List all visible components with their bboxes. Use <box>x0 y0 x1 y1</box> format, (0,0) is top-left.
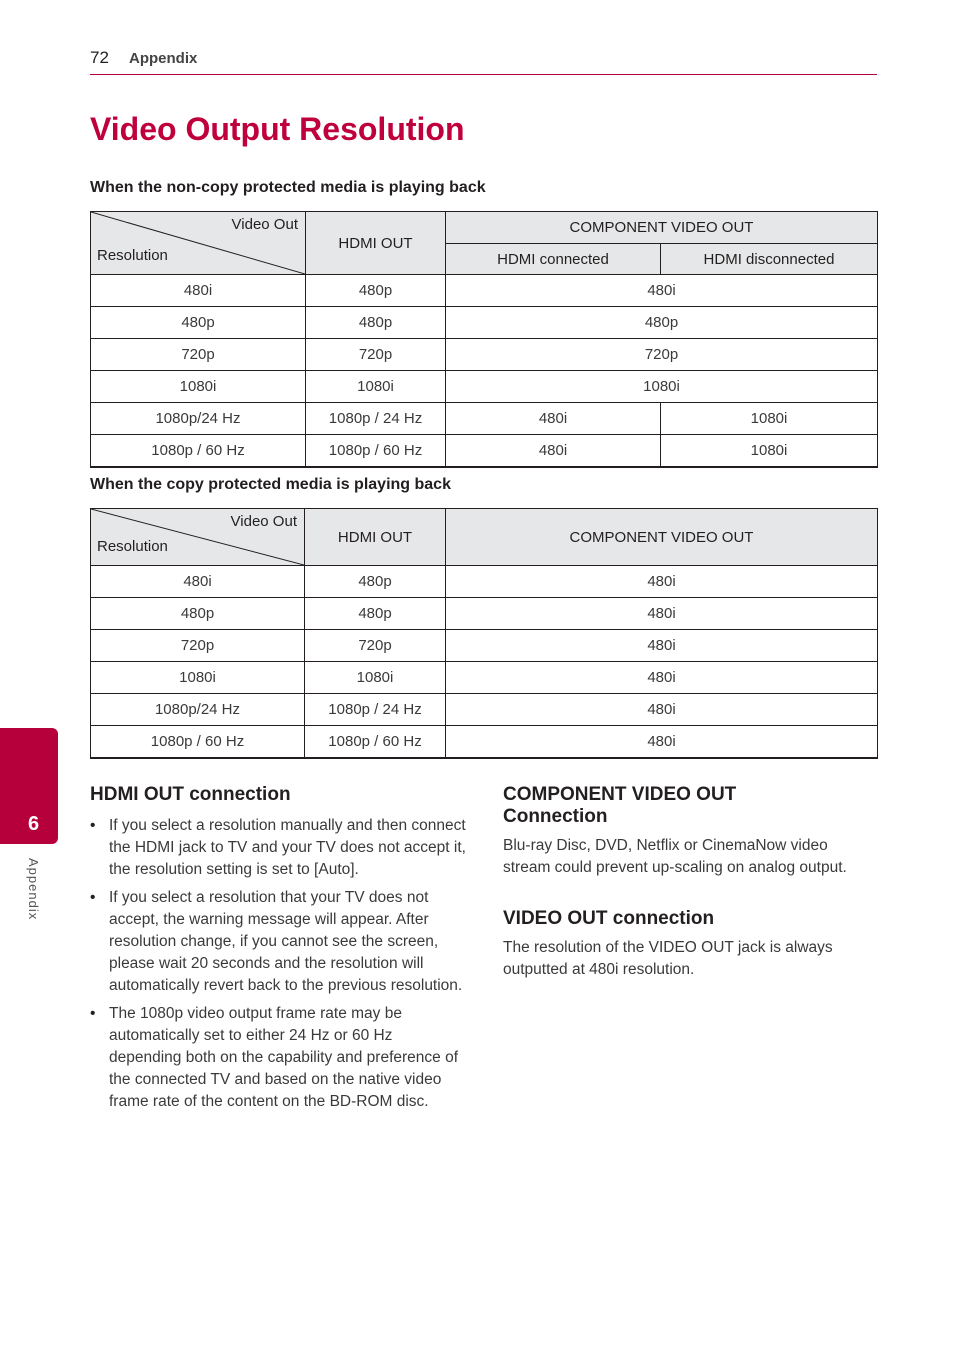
col-hdmi-out: HDMI OUT <box>305 509 446 566</box>
cell-component: 480i <box>446 662 878 694</box>
cell-hdmi: 1080p / 24 Hz <box>305 694 446 726</box>
component-title-line2: Connection <box>503 806 608 827</box>
cell-component: 480i <box>446 566 878 598</box>
corner-resolution: Resolution <box>97 247 168 264</box>
table-row <box>91 726 878 759</box>
col-component-video-out: COMPONENT VIDEO OUT <box>446 509 878 566</box>
cell-hdmi: 1080i <box>305 662 446 694</box>
cell-resolution: 1080p/24 Hz <box>91 694 305 726</box>
table-row <box>91 694 878 726</box>
component-text: Blu-ray Disc, DVD, Netflix or CinemaNow video stream could prevent up-scaling on analog output. <box>503 837 847 876</box>
cell-component: 480i <box>446 630 878 662</box>
cell-component: 1080i <box>446 371 878 403</box>
corner-header <box>91 212 306 275</box>
video-out-section <box>503 908 878 981</box>
list-item: • If you select a resolution that your TV does not accept, the warning message will appear. After resolution change, if you cannot see the screen, please wait 20 seconds and the resolution will automatically revert back to the previous resolution. <box>90 887 466 997</box>
chapter-number: 6 <box>28 813 40 835</box>
cell-resolution: 1080i <box>91 371 306 403</box>
col-component-video-out: COMPONENT VIDEO OUT <box>446 212 878 244</box>
hdmi-out-section <box>90 784 466 1119</box>
cell-hdmi: 480p <box>305 566 446 598</box>
video-out-text: The resolution of the VIDEO OUT jack is always outputted at 480i resolution. <box>503 939 833 978</box>
table2-caption: When the copy protected media is playing back <box>90 476 451 493</box>
cell-hdmi: 1080p / 60 Hz <box>306 435 446 468</box>
table-row <box>91 339 878 371</box>
subcol-hdmi-connected: HDMI connected <box>446 244 661 275</box>
chapter-label: Appendix <box>26 858 41 921</box>
cell-hdmi-connected: 480i <box>446 435 661 468</box>
cell-component: 480i <box>446 598 878 630</box>
corner-video-out: Video Out <box>230 513 297 530</box>
cell-hdmi: 720p <box>305 630 446 662</box>
table-row <box>91 307 878 339</box>
corner-header <box>91 509 305 566</box>
cell-component: 720p <box>446 339 878 371</box>
cell-hdmi: 480p <box>306 307 446 339</box>
table-row <box>91 435 878 468</box>
cell-resolution: 720p <box>91 339 306 371</box>
running-head: Appendix <box>129 50 198 67</box>
table-row <box>91 403 878 435</box>
page-number: 72 <box>90 48 109 67</box>
table-row <box>91 275 878 307</box>
cell-hdmi-disconnected: 1080i <box>661 403 878 435</box>
list-item: • The 1080p video output frame rate may be automatically set to either 24 Hz or 60 Hz depending both on the capability and preference of the connected TV and based on the native video frame rate of the content on the BD-ROM disc. <box>90 1003 466 1113</box>
cell-hdmi: 1080p / 24 Hz <box>306 403 446 435</box>
cell-resolution: 480i <box>91 566 305 598</box>
cell-component: 480i <box>446 694 878 726</box>
cell-hdmi: 480p <box>305 598 446 630</box>
cell-resolution: 1080p / 60 Hz <box>91 435 306 468</box>
resolution-table-non-copy-protected <box>90 211 878 468</box>
component-section <box>503 784 878 879</box>
table1-caption: When the non-copy protected media is playing back <box>90 179 486 196</box>
cell-resolution: 480p <box>91 598 305 630</box>
video-out-title: VIDEO OUT connection <box>503 908 715 929</box>
table-row <box>91 566 878 598</box>
hdmi-out-bullets <box>90 815 466 1113</box>
list-item: • If you select a resolution manually and then connect the HDMI jack to TV and your TV does not accept it, the resolution setting is set to [Auto]. <box>90 815 466 881</box>
cell-hdmi: 480p <box>306 275 446 307</box>
cell-resolution: 1080i <box>91 662 305 694</box>
hdmi-out-title: HDMI OUT connection <box>90 784 291 805</box>
cell-resolution: 1080p/24 Hz <box>91 403 306 435</box>
cell-resolution: 480i <box>91 275 306 307</box>
subcol-hdmi-disconnected: HDMI disconnected <box>661 244 878 275</box>
col-hdmi-out: HDMI OUT <box>306 212 446 275</box>
cell-resolution: 1080p / 60 Hz <box>91 726 305 759</box>
table-row <box>91 371 878 403</box>
table-row <box>91 662 878 694</box>
table-row <box>91 630 878 662</box>
cell-hdmi-connected: 480i <box>446 403 661 435</box>
cell-hdmi-disconnected: 1080i <box>661 435 878 468</box>
cell-hdmi: 1080p / 60 Hz <box>305 726 446 759</box>
table-row <box>91 598 878 630</box>
component-title-line1: COMPONENT VIDEO OUT <box>503 784 737 805</box>
corner-resolution: Resolution <box>97 538 168 555</box>
page-title: Video Output Resolution <box>90 111 465 147</box>
cell-resolution: 480p <box>91 307 306 339</box>
cell-component: 480i <box>446 275 878 307</box>
cell-component: 480i <box>446 726 878 759</box>
resolution-table-copy-protected <box>90 508 878 759</box>
header-rule <box>90 74 877 75</box>
cell-hdmi: 1080i <box>306 371 446 403</box>
cell-hdmi: 720p <box>306 339 446 371</box>
corner-video-out: Video Out <box>231 216 298 233</box>
cell-component: 480p <box>446 307 878 339</box>
cell-resolution: 720p <box>91 630 305 662</box>
